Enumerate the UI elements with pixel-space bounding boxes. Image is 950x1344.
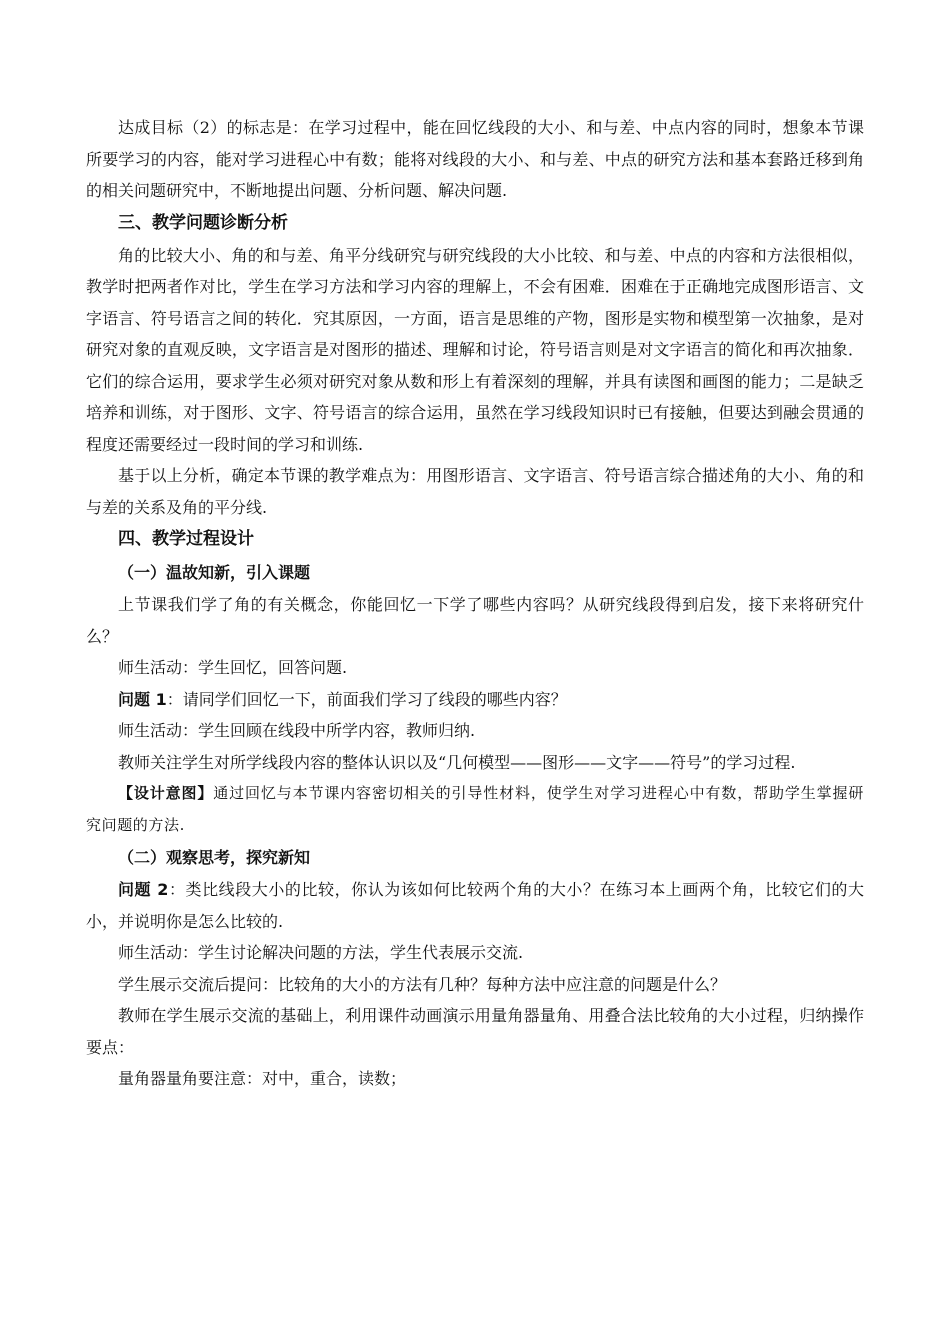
problem-analysis-paragraph: 角的比较大小、角的和与差、角平分线研究与研究线段的大小比较、和与差、中点的内容和方法很相似，教学时把两者作对比，学生在学习方法和学习内容的理解上，不会有困难．困难在于正确地完成图形语言、文字语言、符号语言之间的转化．究其原因，一方面，语言是思维的产物，图形是实物和模型第一次抽象，是对研究对象的直观反映，文字语言是对图形的描述、理解和讨论，符号语言则是对文字语言的简化和再次抽象．它们的综合运用，要求学生必须对研究对象从数和形上有着深刻的理解，并具有读图和画图的能力；二是缺乏培养和训练，对于图形、文字、符号语言的综合运用，虽然在学习线段知识时已有接触，但要达到融会贯通的程度还需要经过一段时间的学习和训练.	[86, 245, 864, 454]
goal-2-paragraph: 达成目标（2）的标志是：在学习过程中，能在回忆线段的大小、和与差、中点内容的同时，想象本节课所要学习的内容，能对学习进程心中有数；能将对线段的大小、和与差、中点的研究方法和基本套路迁移到角的相关问题研究中，不断地提出问题、分析问题、解决问题.	[86, 118, 864, 200]
activity-1-paragraph: 师生活动：学生回忆，回答问题.	[118, 658, 348, 677]
question-2-label: 问题 2	[118, 880, 169, 899]
question-1-label: 问题 1	[118, 689, 167, 709]
teacher-focus-paragraph: 教师关注学生对所学线段内容的整体认识以及“几何模型——图形——文字——符号”的学习过程.	[118, 752, 796, 772]
question-2-paragraph	[86, 874, 864, 937]
question-1-text: ：请同学们回忆一下，前面我们学习了线段的哪些内容？	[166, 689, 567, 709]
protractor-tips-paragraph: 量角器量角要注意：对中，重合，读数；	[118, 1069, 407, 1088]
question-2-text: ：类比线段大小的比较，你认为该如何比较两个角的大小？在练习本上画两个角，比较它们的大小，并说明你是怎么比较的.	[86, 880, 864, 931]
activity-2-paragraph: 师生活动：学生回顾在线段中所学内容，教师归纳.	[118, 721, 476, 740]
design-intent-paragraph	[86, 778, 864, 841]
follow-up-question-paragraph: 学生展示交流后提问：比较角的大小的方法有几种？每种方法中应注意的问题是什么？	[118, 974, 727, 994]
part-2-heading: （二）观察思考，探究新知	[118, 848, 311, 867]
intro-paragraph: 上节课我们学了角的有关概念，你能回忆一下学了哪些内容吗？从研究线段得到启发，接下来将研究什么？	[86, 595, 864, 646]
teaching-difficulty-paragraph: 基于以上分析，确定本节课的教学难点为：用图形语言、文字语言、符号语言综合描述角的大小、角的和与差的关系及角的平分线.	[86, 466, 864, 517]
document-page	[86, 112, 864, 1095]
question-1-paragraph	[86, 684, 864, 716]
section-4-heading: 四、教学过程设计	[118, 529, 254, 549]
design-intent-text: 通过回忆与本节课内容密切相关的引导性材料，使学生对学习进程心中有数，帮助学生掌握研究问题的方法.	[86, 784, 864, 834]
design-intent-label: 【设计意图】	[118, 784, 214, 802]
section-3-heading: 三、教学问题诊断分析	[118, 212, 288, 233]
activity-3-paragraph: 师生活动：学生讨论解决问题的方法，学生代表展示交流.	[118, 943, 524, 962]
teacher-demo-paragraph: 教师在学生展示交流的基础上，利用课件动画演示用量角器量角、用叠合法比较角的大小过程，归纳操作要点：	[86, 1006, 864, 1057]
part-1-heading: （一）温故知新，引入课题	[118, 563, 311, 582]
